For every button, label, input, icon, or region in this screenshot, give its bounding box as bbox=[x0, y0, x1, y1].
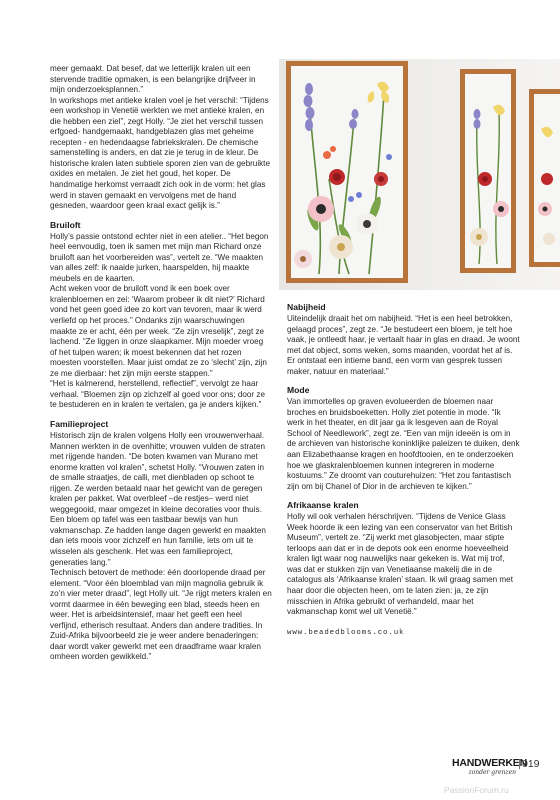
website-link[interactable]: www.beadedblooms.co.uk bbox=[287, 628, 405, 637]
watermark: PassionForum.ru bbox=[444, 785, 509, 795]
section-heading-nabijheid: Nabijheid bbox=[287, 302, 326, 312]
page-number: 019 bbox=[522, 758, 540, 770]
magazine-brand bbox=[452, 757, 527, 777]
frame-middle bbox=[460, 69, 516, 273]
section-heading-familieproject: Familieproject bbox=[50, 418, 109, 429]
brand-name: HANDWERKEN bbox=[452, 757, 527, 769]
familieproject-paragraph-1: Historisch zijn de kralen volgens Holly een vrouwenverhaal. Mannen werkten in de ovenhitte; vrouwen vulden de straten met rijgende handen. “De boten kwamen van Murano met enorme kratten vol kralen”, schetst Holly. “Vrouwen zaten in de smalle straatjes, de calli, met dienbladen op schoot te rijgen. Ze werden betaald naar het gewicht van de geregen kralen per pakket. Wat overbleef –de restjes– werd niet weggegooid, maar omgezet in kleine decoraties voor thuis. Een bloem op tafel was een tastbaar bewijs van hun vakmanschap. Ze hadden lange dagen gewerkt en maakten dan iets moois voor zichzelf en hun familie, iets om uit te wisselen als geschenk. Het was een familieproject, generaties lang.” bbox=[50, 430, 266, 567]
afrikaanse-kralen-paragraph: Holly wil ook verhalen hérschrijven. “Tijdens de Venice Glass Week hoorde ik een lezing van een conservator van het British Museum”, vertelt ze. “Zij werkt met glasobjecten, maar stipte terloops aan dat er in de depots ook een enorme hoeveelheid kralen ligt waar nog nauwelijks naar gekeken is. Wat mij trof, was dat er stukken zijn van Venetiaanse makelij die in de catalogus als ‘Afrikaanse kralen’ staan. Ik wil graag samen met haar door die objecten heen, om te laten zien: ja, ze zijn misschien in Afrika gebruikt of verhandeld, maar het vakmanschap komt wel uit Venetië.” bbox=[287, 512, 513, 617]
familieproject-paragraph-2: Technisch betovert de methode: één doorlopende draad per element. “Voor één bloemblad van mijn magnolia gebruik ik zo’n vier meter draad”, legt Holly uit. “Je rijgt meters kralen en vormt daarmee in één beweging een blad, steeds heen en weer. Het is arbeidsintensief, maar het geeft een heel verfijnd, etherisch resultaat. Anders dan andere tradities. In Zuid-Afrika bijvoorbeeld zie je weer andere benaderingen: daar wordt vaker gewerkt met een draadframe waar kralen omheen worden gewikkeld.” bbox=[50, 568, 272, 662]
brand-tagline: zonder grenzen bbox=[468, 769, 516, 776]
right-column bbox=[287, 302, 520, 638]
frame-left bbox=[286, 61, 408, 283]
frame-right bbox=[529, 89, 560, 267]
bruiloft-paragraph-2: Acht weken voor de bruiloft vond ik een boek over kralenbloemen en zei: ‘Waarom probeer ik dit niet?’ Richard vond het geen goed idee zo kort van tevoren, maar ik werd verliefd op het proces.” Ondanks zijn waarschuwingen maakte ze er acht, één per week. “Ze zijn vreselijk”, zegt ze lachend. “Ze liggen in onze slaapkamer. Mijn moeder vroeg of het tulpen waren; ik moest bekennen dat het rozen moesten voorstellen. Maar juist omdat ze zo ‘slecht’ zijn, zijn ze me dierbaar: het zijn mijn eerste stappen.” bbox=[50, 284, 267, 378]
section-heading-bruiloft: Bruiloft bbox=[50, 219, 81, 230]
bruiloft-paragraph-1: Holly’s passie ontstond echter niet in een atelier.. “Het begon heel eenvoudig, toen ik samen met mijn man Richard onze bruiloft aan het voorbereiden was”, vertelt ze. “We maakten van alles zelf: ik naaide jurken, haarspelden, hij maakte meubels en de kaarten. bbox=[50, 231, 269, 283]
mode-paragraph: Van immortelles op graven evolueerden de bloemen naar broches en bruidsboeketten. Holly ziet potentie in mode. “Ik werk in het theater, en dit jaar ga ik lesgeven aan de Royal School of Needlework”, zegt ze. “Een van mijn ideeën is om in de archieven van historische koninklijke paleizen te duiken, denk aan Elizabethaanse kragen en hoofdtooien, en te onderzoeken hoe we glaskralenbloemen kunnen integreren in moderne kostuums.” Ze droomt van couturehuizen: “Het zou fantastisch zijn om bij Chanel of Dior in de archieven te kijken.” bbox=[287, 397, 520, 491]
framed-beaded-flowers-photo bbox=[279, 59, 560, 290]
nabijheid-paragraph: Uiteindelijk draait het om nabijheid. “Het is een heel betrokken, gelaagd proces”, zegt ze. “Je bestudeert een bloem, je telt hoe vaak, je ontleedt haar, je vertaalt haar in glas en draad. Je woont met dat object, soms weken, soms maanden, voordat het af is. Er ontstaat een intieme band, een vorm van gesprek tussen maker, natuur en materiaal.” bbox=[287, 314, 520, 376]
section-heading-mode: Mode bbox=[287, 385, 310, 396]
section-heading-afrikaanse-kralen: Afrikaanse kralen bbox=[287, 500, 359, 511]
left-column bbox=[50, 64, 272, 663]
intro-paragraph-1: meer gemaakt. Dat besef, dat we letterlijk kralen uit een stervende traditie opmaken, is een belangrijke drijfveer in mijn onderzoeksplannen.” bbox=[50, 64, 256, 95]
bruiloft-paragraph-3: “Het is kalmerend, herstellend, reflectief”, vervolgt ze haar verhaal. “Bloemen zijn op zichzelf al goed voor ons; door ze te bestuderen en in kralen te vertalen, ga je anders kijken.” bbox=[50, 379, 265, 410]
intro-paragraph-2: In workshops met antieke kralen voel je het verschil: “Tijdens een workshop in Venetië werkten we met antieke kralen, en die hebben een ziel”, zegt Holly. “Je ziet het verschil tussen erfgoed- handgemaakt, handgeblazen glas met geheime recepten - en hedendaagse fabriekskralen. De chemische samenstelling is anders, en dat zie je terug in de kleur. De historische kralen laten subtiele sporen zien van de gebruikte oxides en metalen. Je ziet het goud, het koper. De handmatige herkomst verraadt zich ook in de vorm: het glas werd in staven gemaakt en vervolgens met de hand gesneden, waardoor geen kraal exact gelijk is.” bbox=[50, 95, 270, 211]
flowers-illustration bbox=[279, 59, 560, 290]
